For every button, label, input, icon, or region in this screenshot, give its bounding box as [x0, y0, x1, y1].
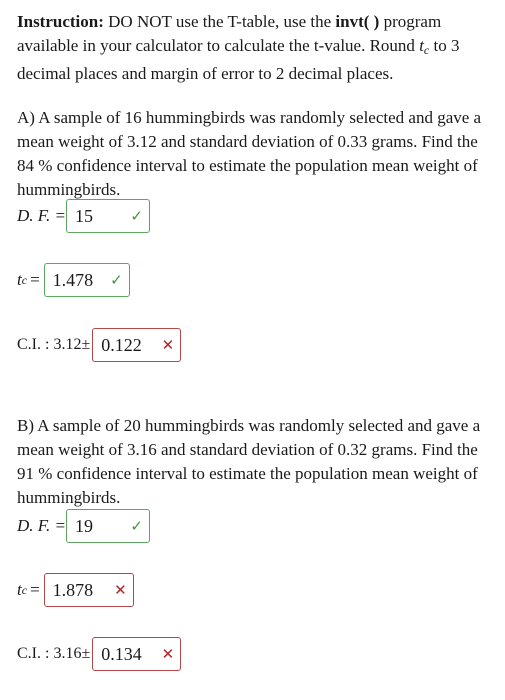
part-a-df-input[interactable]: 15 ✓ [66, 199, 150, 233]
part-b-df-input[interactable]: 19 ✓ [66, 509, 150, 543]
part-b-ci-row [17, 636, 181, 672]
cross-icon: ✕ [161, 645, 175, 663]
instruction-label: Instruction: [17, 12, 104, 31]
part-a-tc-row: t c = 1.478 ✓ [17, 262, 130, 298]
ci-label: C.I. : 3.12± [17, 336, 91, 353]
part-a-ci-input[interactable]: 0.122 ✕ [92, 328, 181, 362]
part-a-question: A) A sample of 16 hummingbirds was randomly selected and gave a mean weight of 3.12 and standard deviation of 0.33 grams. Find the 84 % confidence interval to estimate the population mean weight of hummingbirds. [17, 108, 482, 199]
part-a-tc-input[interactable]: 1.478 ✓ [44, 263, 130, 297]
part-b-tc-input[interactable]: 1.878 ✕ [44, 573, 134, 607]
program-name: invt( ) [335, 12, 380, 31]
part-a-df-row [17, 198, 150, 234]
check-icon: ✓ [110, 271, 123, 289]
df-label: D. F. = [17, 516, 66, 535]
df-label: D. F. = [17, 206, 66, 225]
part-b-df-row [17, 508, 150, 544]
instruction-text: Instruction: DO NOT use the T-table, use the invt( ) program available in your calculator to calculate the t-value. Round $t_c$ to 3 decimal places and margin of error to 2 decimal places. [17, 12, 460, 83]
part-b-ci-input[interactable]: 0.134 ✕ [92, 637, 181, 671]
ci-label: C.I. : 3.16± [17, 645, 91, 662]
cross-icon: ✕ [161, 336, 175, 354]
cross-icon: ✕ [114, 581, 127, 599]
check-icon: ✓ [130, 207, 143, 225]
part-a-ci-row [17, 327, 181, 363]
part-b-question: B) A sample of 20 hummingbirds was randomly selected and gave a mean weight of 3.16 and standard deviation of 0.32 grams. Find the 91 % confidence interval to estimate the population mean weight of hummingbirds. [17, 416, 481, 507]
part-b-tc-row: t c = 1.878 ✕ [17, 572, 134, 608]
check-icon: ✓ [130, 517, 143, 535]
